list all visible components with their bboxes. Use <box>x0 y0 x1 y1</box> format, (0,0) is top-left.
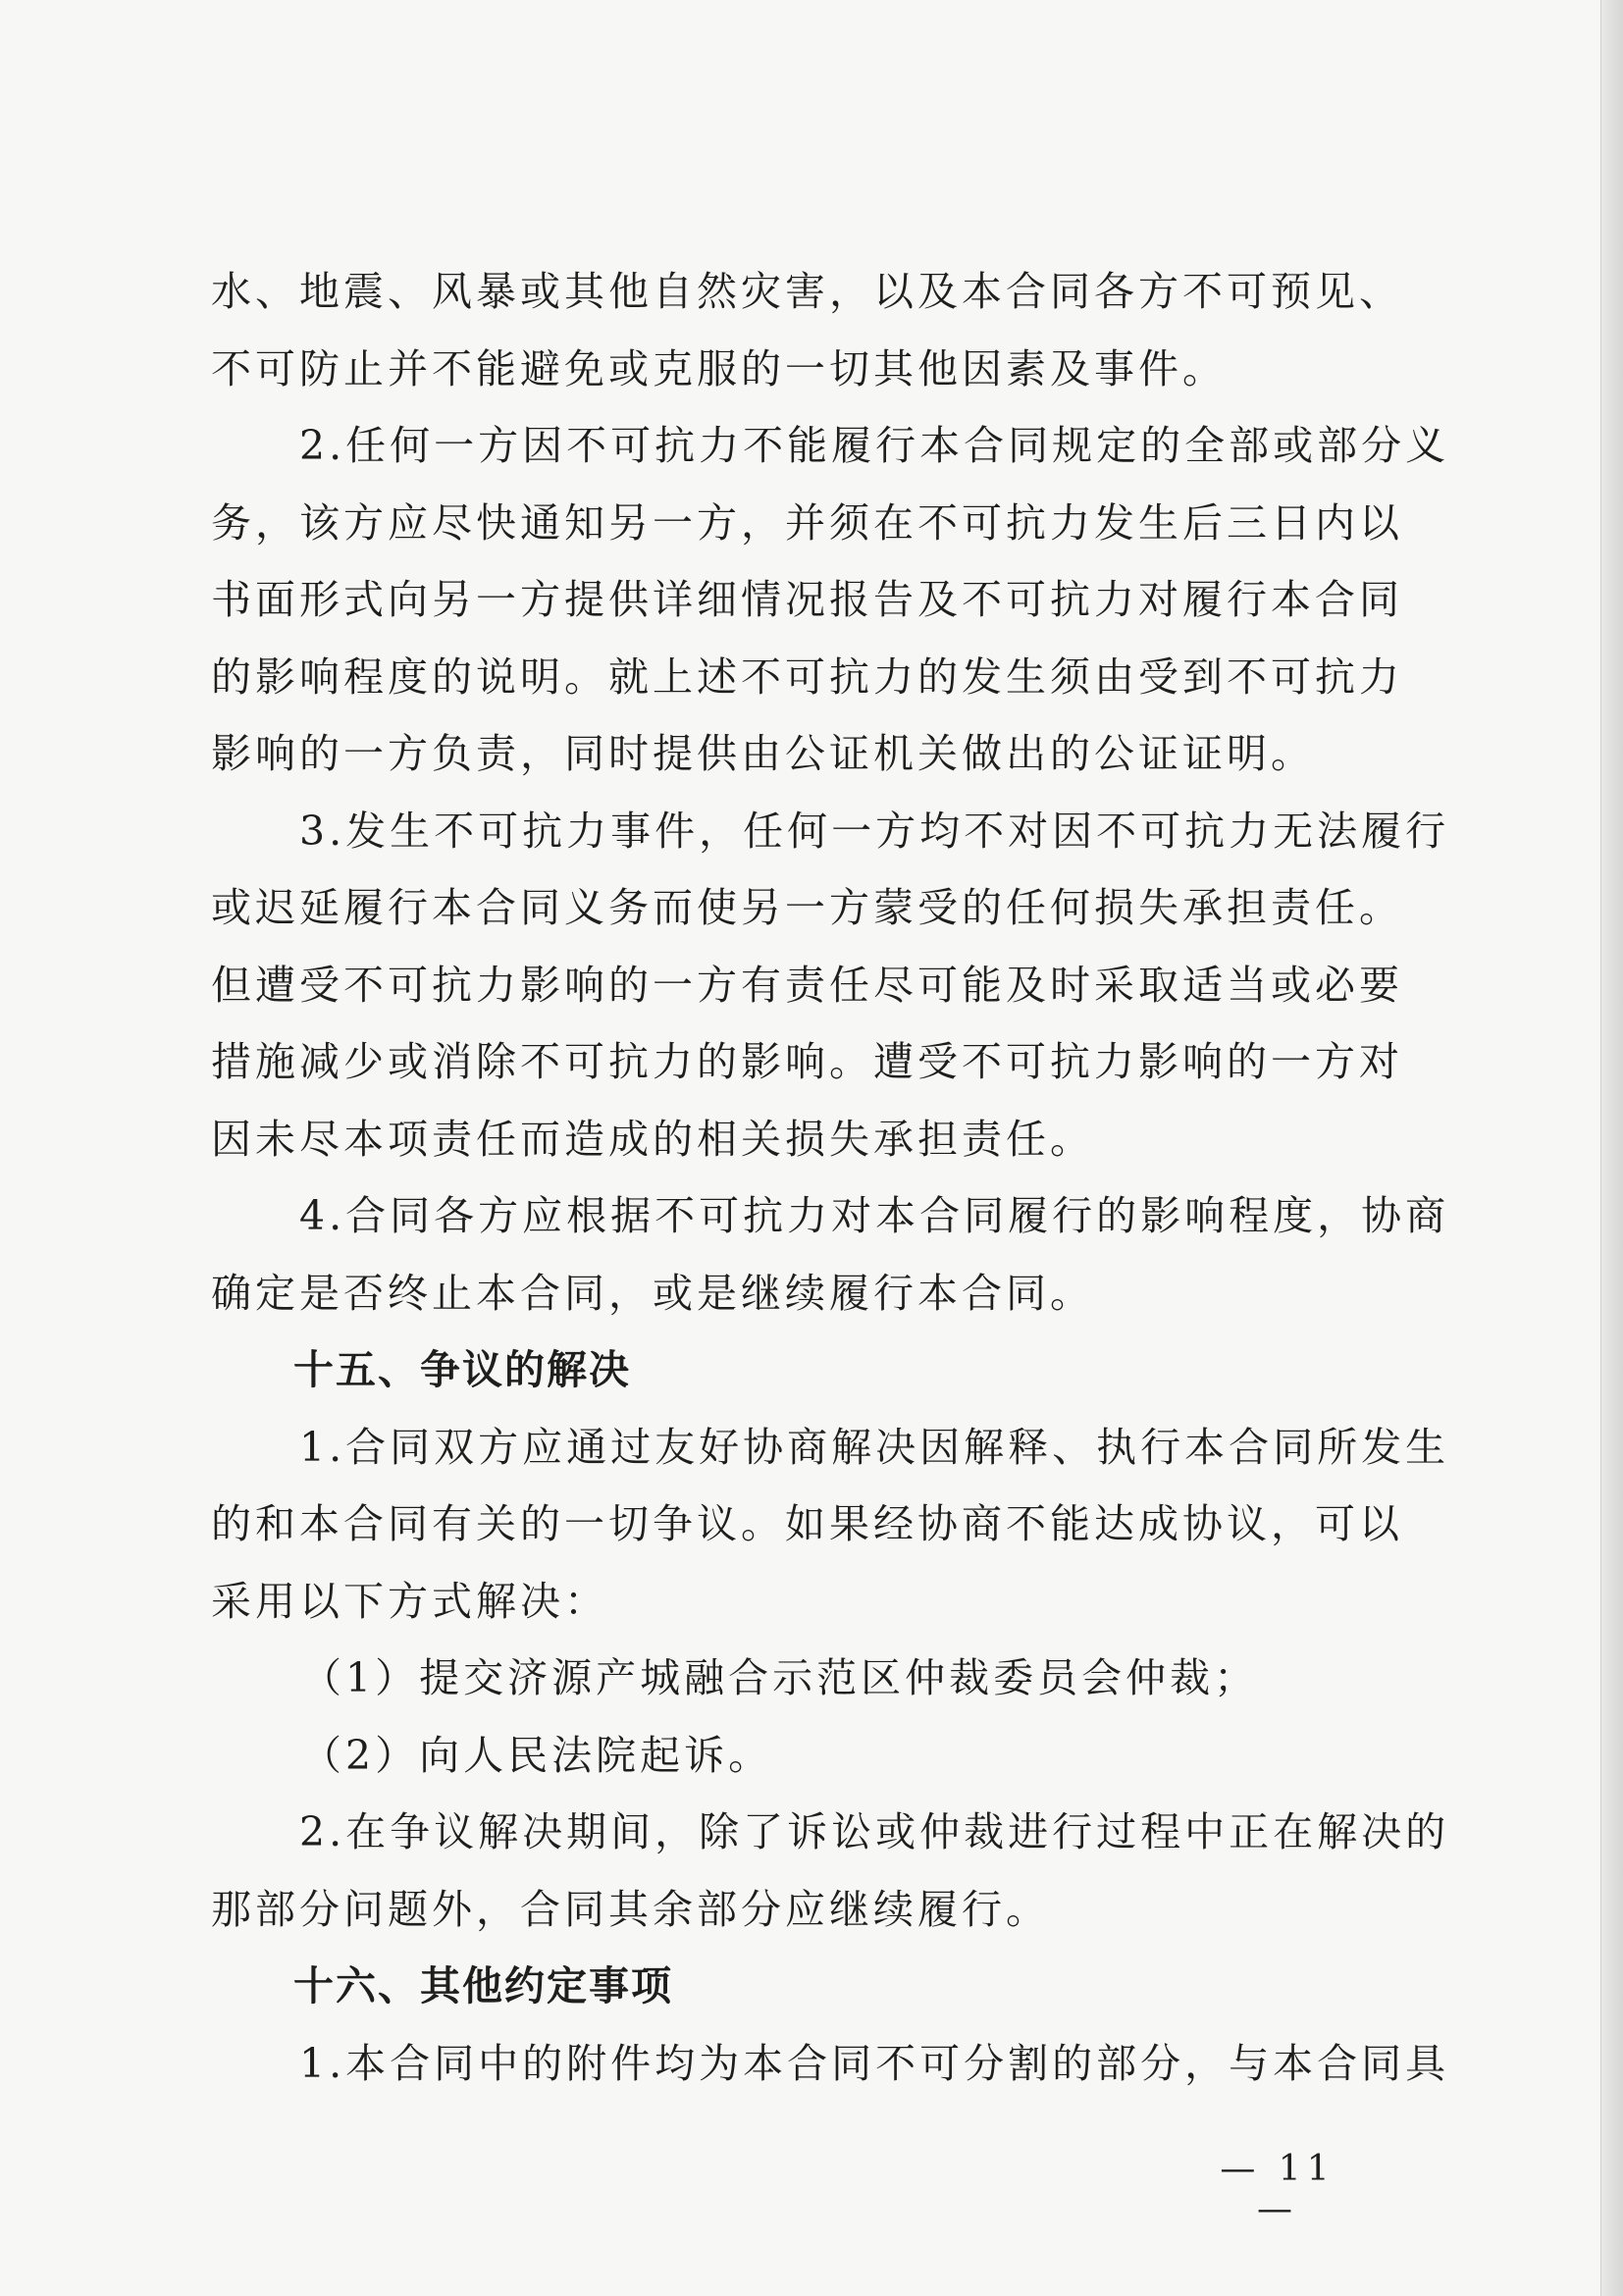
text-line: 因未尽本项责任而造成的相关损失承担责任。 <box>211 1115 1094 1163</box>
section-heading-dispute-resolution: 十五、争议的解决 <box>293 1346 631 1393</box>
list-item: （1）提交济源产城融合示范区仲裁委员会仲裁； <box>301 1654 1259 1701</box>
text-line: 措施减少或消除不可抗力的影响。遭受不可抗力影响的一方对 <box>211 1038 1403 1085</box>
list-item: （2）向人民法院起诉。 <box>301 1731 773 1779</box>
text-line: 务，该方应尽快通知另一方，并须在不可抗力发生后三日内以 <box>211 498 1403 547</box>
paragraph-start: 2.在争议解决期间，除了诉讼或仲裁进行过程中正在解决的 <box>299 1808 1450 1855</box>
text-line: 的和本合同有关的一切争议。如果经协商不能达成协议，可以 <box>211 1500 1403 1547</box>
page-edge <box>1600 0 1623 2296</box>
paragraph-start: 4.合同各方应根据不可抗力对本合同履行的影响程度，协商 <box>299 1192 1450 1239</box>
text-line: 那部分问题外，合同其余部分应继续履行。 <box>211 1885 1050 1933</box>
text-line: 确定是否终止本合同，或是继续履行本合同。 <box>211 1269 1094 1317</box>
text-line: 水、地震、风暴或其他自然灾害，以及本合同各方不可预见、 <box>211 268 1403 315</box>
paragraph-start: 2.任何一方因不可抗力不能履行本合同规定的全部或部分义 <box>299 422 1450 469</box>
text-line: 影响的一方负责，同时提供由公证机关做出的公证证明。 <box>211 730 1315 777</box>
text-line: 的影响程度的说明。就上述不可抗力的发生须由受到不可抗力 <box>211 652 1403 701</box>
text-line: 不可防止并不能避免或克服的一切其他因素及事件。 <box>211 344 1227 392</box>
section-heading-other-matters: 十六、其他约定事项 <box>293 1962 673 2009</box>
paragraph-start: 3.发生不可抗力事件，任何一方均不对因不可抗力无法履行 <box>299 807 1450 855</box>
paragraph-start: 1.合同双方应通过友好协商解决因解释、执行本合同所发生 <box>299 1423 1450 1471</box>
page-number: — 11 — <box>1220 2149 1335 2229</box>
text-line: 采用以下方式解决： <box>211 1577 608 1625</box>
paragraph-start: 1.本合同中的附件均为本合同不可分割的部分，与本合同具 <box>299 2039 1450 2087</box>
text-line: 书面形式向另一方提供详细情况报告及不可抗力对履行本合同 <box>211 576 1403 623</box>
text-line: 或迟延履行本合同义务而使另一方蒙受的任何损失承担责任。 <box>211 884 1403 931</box>
text-line: 但遭受不可抗力影响的一方有责任尽可能及时采取适当或必要 <box>211 961 1403 1009</box>
document-body <box>211 253 1450 2102</box>
